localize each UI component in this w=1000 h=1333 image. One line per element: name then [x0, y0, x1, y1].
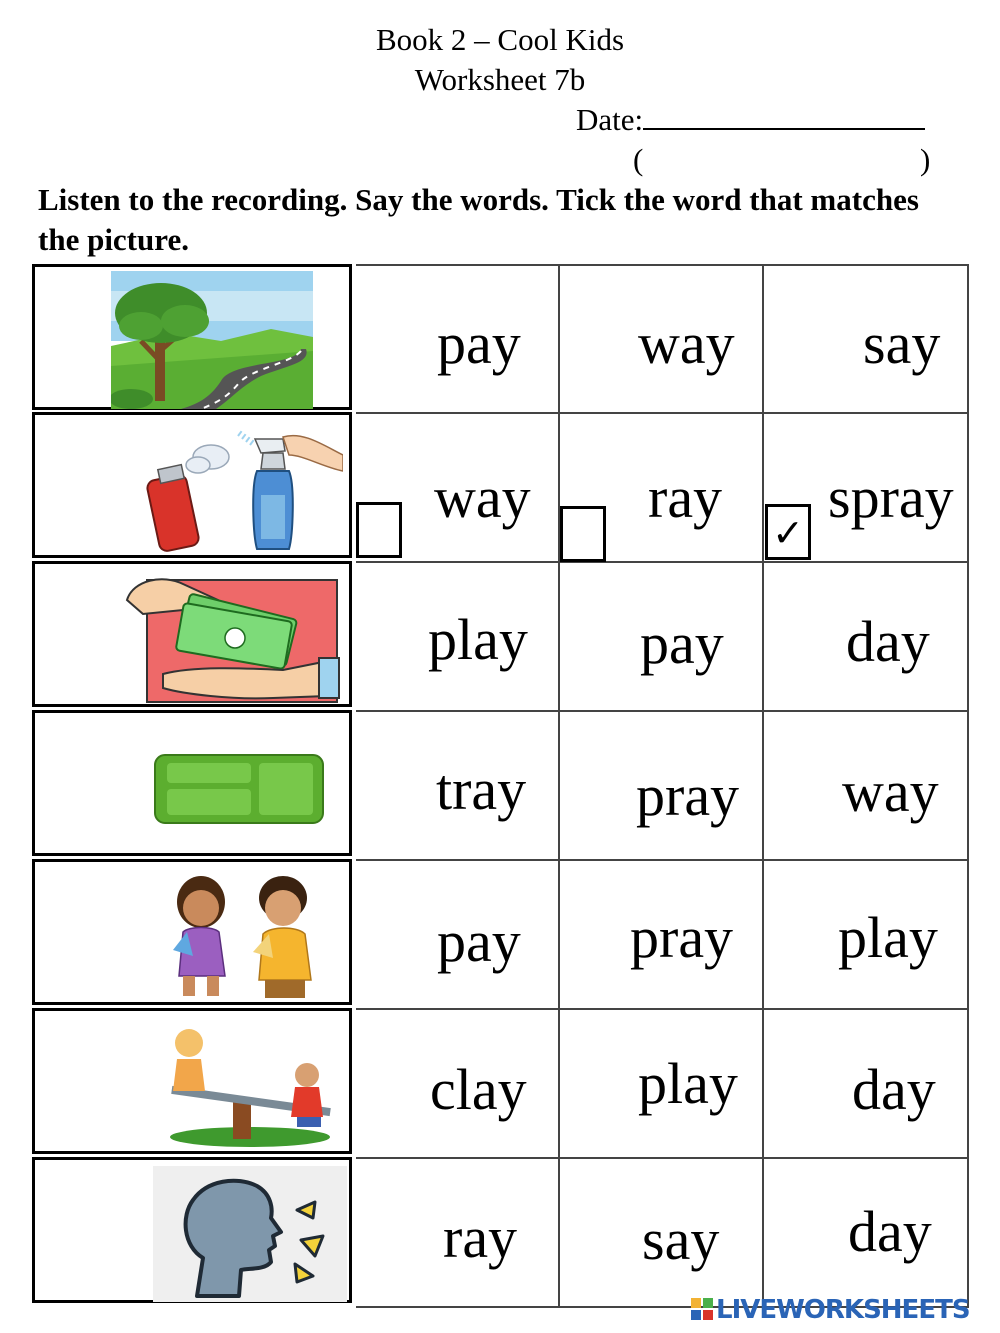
grid-line [356, 859, 969, 861]
name-paren-open: ( [633, 142, 644, 177]
word-option[interactable]: day [852, 1057, 936, 1122]
word-option[interactable]: play [838, 905, 938, 970]
word-option[interactable]: say [863, 311, 941, 376]
worksheet-subtitle: Worksheet 7b [414, 62, 586, 97]
grid-line [558, 264, 560, 1308]
word-option[interactable]: way [434, 465, 531, 530]
word-option[interactable]: ray [443, 1205, 518, 1270]
picture-cell [32, 859, 352, 1005]
picture-cell [32, 264, 352, 410]
picture-cell [32, 412, 352, 558]
word-option[interactable]: say [642, 1207, 720, 1272]
picture-cell [32, 1008, 352, 1154]
grid-line [356, 412, 969, 414]
grid-line [356, 710, 969, 712]
children-praying-picture [153, 872, 333, 1000]
tick-box[interactable]: ✓ [765, 504, 811, 560]
grid-line [356, 1008, 969, 1010]
word-option[interactable]: pay [437, 909, 521, 974]
picture-cell [32, 710, 352, 856]
word-option[interactable]: day [846, 609, 930, 674]
word-option[interactable]: pay [640, 611, 724, 676]
date-field[interactable] [576, 100, 925, 140]
picture-cell [32, 1157, 352, 1303]
word-option[interactable]: tray [436, 757, 527, 822]
paying-money-picture [123, 570, 345, 706]
instructions: Listen to the recording. Say the words. Tick the word that matches the picture. [38, 182, 919, 257]
road-landscape-picture [111, 271, 313, 409]
kids-on-seesaw-picture [167, 1025, 333, 1147]
word-option[interactable]: day [848, 1199, 932, 1264]
word-option[interactable]: ray [648, 465, 723, 530]
word-option[interactable]: pray [636, 763, 740, 828]
grid-line [356, 264, 969, 266]
tick-box[interactable] [356, 502, 402, 558]
head-speaking-picture [153, 1166, 347, 1302]
date-label: Date: [576, 102, 644, 137]
grid-line [356, 1157, 969, 1159]
grid-line [762, 264, 764, 1308]
word-option[interactable]: pay [437, 311, 521, 376]
word-grid [32, 264, 969, 1308]
word-option[interactable]: pray [630, 905, 734, 970]
worksheet-title: Book 2 – Cool Kids [375, 22, 625, 57]
word-option[interactable]: clay [430, 1057, 527, 1122]
green-tray-picture [153, 751, 325, 827]
name-paren-close: ) [920, 142, 931, 177]
spray-cans-picture [143, 425, 343, 555]
word-option[interactable]: way [842, 759, 939, 824]
word-option[interactable]: play [638, 1051, 738, 1116]
word-option[interactable]: way [638, 311, 735, 376]
tick-box[interactable] [560, 506, 606, 562]
picture-cell [32, 561, 352, 707]
liveworksheets-logo-icon [690, 1297, 714, 1321]
date-underline [643, 100, 925, 130]
grid-line [967, 264, 969, 1308]
word-option[interactable]: play [428, 607, 528, 672]
liveworksheets-branding [690, 1294, 990, 1326]
branding-text: LIVEWORKSHEETS [716, 1295, 970, 1325]
grid-line [356, 561, 969, 563]
word-option[interactable]: spray [828, 465, 954, 530]
